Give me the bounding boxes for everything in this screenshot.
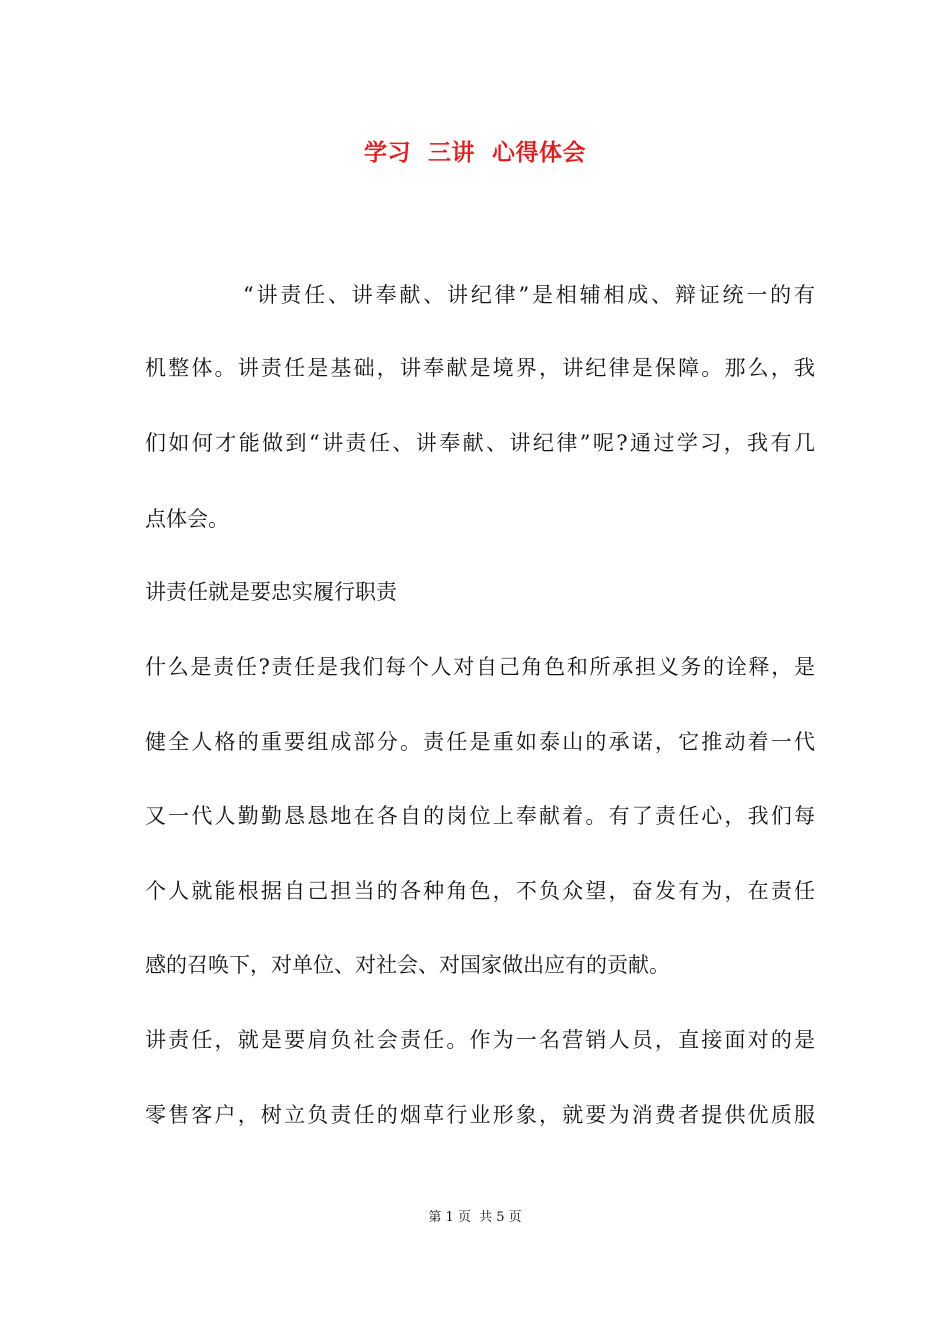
paragraph-line: 什么是责任?责任是我们每个人对自己角色和所承担义务的诠释，是 <box>145 655 815 679</box>
paragraph-line: “讲责任、讲奉献、讲纪律”是相辅相成、辩证统一的有 <box>243 283 815 307</box>
page-title: 学习 三讲 心得体会 <box>363 140 587 166</box>
page-number-footer: 第 1 页 共 5 页 <box>428 1210 522 1225</box>
paragraph-line: 点体会。 <box>145 507 229 531</box>
paragraph-line: 零售客户，树立负责任的烟草行业形象，就要为消费者提供优质服 <box>145 1103 815 1127</box>
paragraph-line: 们如何才能做到“讲责任、讲奉献、讲纪律”呢?通过学习，我有几 <box>145 431 815 455</box>
section-heading: 讲责任就是要忠实履行职责 <box>145 580 397 604</box>
paragraph-line: 健全人格的重要组成部分。责任是重如泰山的承诺，它推动着一代 <box>145 730 815 754</box>
paragraph-line: 感的召唤下，对单位、对社会、对国家做出应有的贡献。 <box>145 953 670 977</box>
paragraph-line: 又一代人勤勤恳恳地在各自的岗位上奉献着。有了责任心，我们每 <box>145 804 815 828</box>
paragraph-line: 机整体。讲责任是基础，讲奉献是境界，讲纪律是保障。那么，我 <box>145 356 815 380</box>
paragraph-line: 个人就能根据自己担当的各种角色，不负众望，奋发有为，在责任 <box>145 879 815 903</box>
paragraph-line: 讲责任，就是要肩负社会责任。作为一名营销人员，直接面对的是 <box>145 1028 815 1052</box>
